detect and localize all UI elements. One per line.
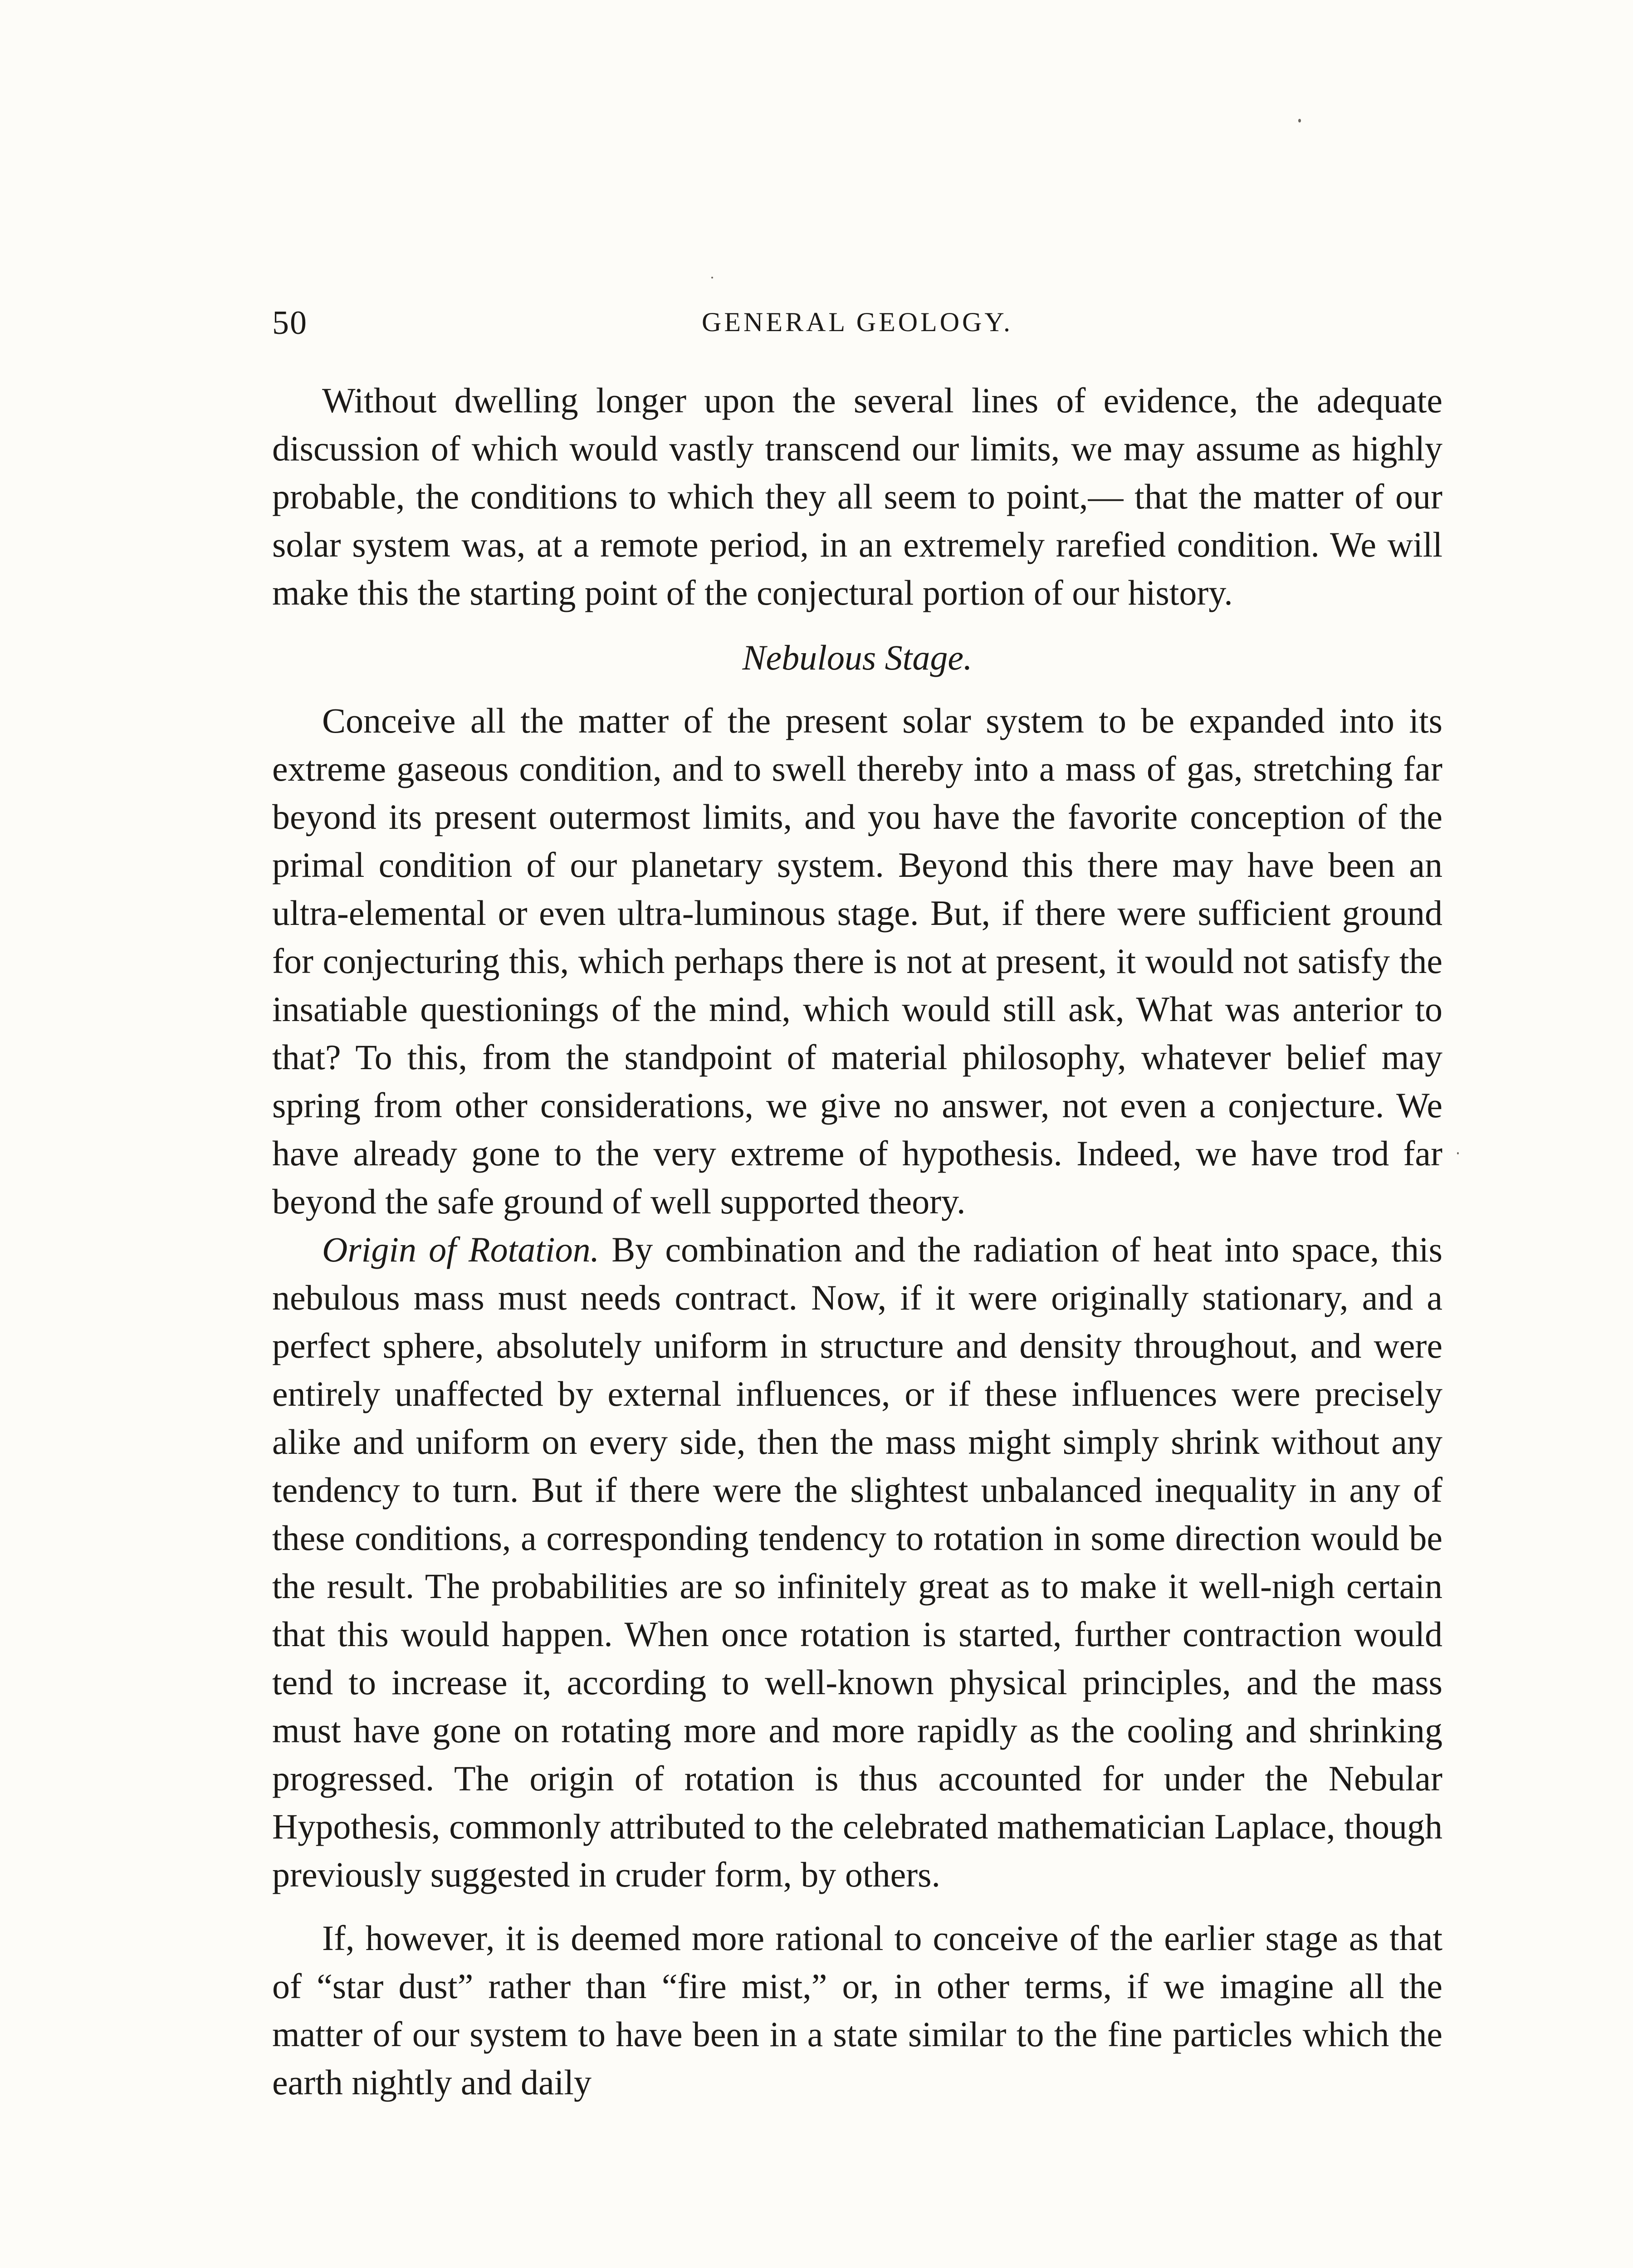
running-title: GENERAL GEOLOGY. xyxy=(702,307,1013,337)
page-number: 50 xyxy=(272,304,308,342)
paper-speck xyxy=(711,277,713,279)
paper-speck xyxy=(1298,119,1301,122)
paragraph-star-dust: If, however, it is deemed more rational to conceive of the earlier stage as that of “star dust” rather than “fire mist,” or, in other terms, if we imagine all the matter of our system to have been in a state similar to the fine particles which the earth nightly and daily xyxy=(272,1918,1442,2102)
paragraph-intro: Without dwelling longer upon the several lines of evidence, the adequate discussion of which would vastly transcend our limits, we may assume as highly probable, the conditions to which they all seem to point,— that the matter of our solar system was, at a remote period, in an extremely rarefied condition. We will make this the starting point of the conjectural portion of our history. xyxy=(272,381,1442,612)
body-text xyxy=(272,376,1442,2107)
inline-heading: Origin of Rotation. xyxy=(322,1230,600,1269)
paper-speck xyxy=(1457,1152,1459,1154)
paragraph-text: By combination and the radiation of heat into space, this nebulous mass must needs contract. Now, if it were originally stationary, and a perfect sphere, absolutely uniform in structure and density throughout, and were entirely unaffected by external influences, or if these influences were precisely alike and uniform on every side, then the mass might simply shrink without any tendency to turn. But if there were the slightest unbalanced inequality in any of these conditions, a corresponding tendency to rotation in some direction would be the result. The probabilities are so infinitely great as to make it well-nigh certain that this would happen. When once rotation is started, further contraction would tend to increase it, according to well-known physical principles, and the mass must have gone on rotating more and more rapidly as the cooling and shrinking progressed. The origin of rotation is thus accounted for under the Nebular Hypothesis, commonly attributed to the celebrated mathematician Laplace, though previously suggested in cruder form, by others. xyxy=(272,1230,1442,1894)
paragraph-origin-of-rotation xyxy=(272,1226,1442,1899)
paragraph-nebulous-stage: Conceive all the matter of the present solar system to be expanded into its extreme gaseous condition, and to swell thereby into a mass of gas, stretching far beyond its present outermost limits, and you have the favorite conception of the primal condition of our planetary system. Beyond this there may have been an ultra-elemental or even ultra-luminous stage. But, if there were sufficient ground for conjecturing this, which perhaps there is not at present, it would not satisfy the insatiable questionings of the mind, which would still ask, What was anterior to that? To this, from the standpoint of material philosophy, whatever belief may spring from other considerations, we give no answer, not even a conjecture. We have already gone to the very extreme of hypothesis. Indeed, we have trod far beyond the safe ground of well supported theory. xyxy=(272,701,1442,1221)
page-header xyxy=(272,304,1442,354)
section-heading: Nebulous Stage. xyxy=(742,638,973,677)
